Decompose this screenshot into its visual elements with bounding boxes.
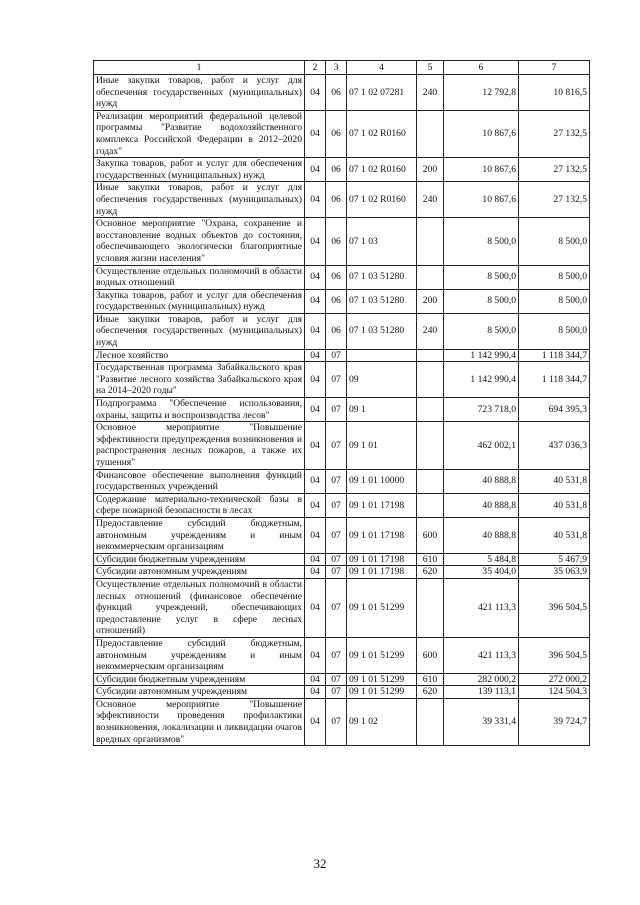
amount-year1-cell: 10 867,6 <box>444 182 519 218</box>
row-name-cell: Закупка товаров, работ и услуг для обеспечения государственных (муниципальных) нужд <box>94 289 305 313</box>
section-code-cell: 04 <box>305 517 326 553</box>
amount-year2-cell: 8 500,0 <box>519 289 590 313</box>
subsection-code-cell: 07 <box>326 493 347 517</box>
row-name-cell: Финансовое обеспечение выполнения функций государственных учреждений <box>94 469 305 493</box>
target-article-cell: 07 1 03 51280 <box>347 265 417 289</box>
column-header: 1 <box>94 61 305 75</box>
row-name-cell: Иные закупки товаров, работ и услуг для обеспечения государственных (муниципальных) нужд <box>94 75 305 111</box>
amount-year1-cell: 10 867,6 <box>444 158 519 182</box>
table-row <box>94 158 590 182</box>
amount-year1-cell: 12 792,8 <box>444 75 519 111</box>
expense-type-cell: 240 <box>417 182 444 218</box>
target-article-cell: 09 1 01 51299 <box>347 686 417 699</box>
amount-year2-cell: 396 504,5 <box>519 637 590 673</box>
table-row <box>94 686 590 699</box>
amount-year1-cell: 35 404,0 <box>444 566 519 579</box>
target-article-cell: 09 1 01 51299 <box>347 673 417 686</box>
table-row <box>94 313 590 349</box>
section-code-cell: 04 <box>305 362 326 398</box>
table-row <box>94 469 590 493</box>
target-article-cell: 09 1 02 <box>347 698 417 745</box>
table-row <box>94 398 590 422</box>
amount-year1-cell: 40 888,8 <box>444 493 519 517</box>
amount-year1-cell: 40 888,8 <box>444 517 519 553</box>
amount-year2-cell: 1 118 344,7 <box>519 362 590 398</box>
subsection-code-cell: 07 <box>326 469 347 493</box>
subsection-code-cell: 07 <box>326 422 347 469</box>
table-row <box>94 218 590 265</box>
section-code-cell: 04 <box>305 493 326 517</box>
target-article-cell: 07 1 02 R0160 <box>347 110 417 157</box>
amount-year2-cell: 40 531,8 <box>519 493 590 517</box>
subsection-code-cell: 07 <box>326 673 347 686</box>
row-name-cell: Субсидии бюджетным учреждениям <box>94 553 305 566</box>
row-name-cell: Лесное хозяйство <box>94 349 305 362</box>
expense-type-cell: 610 <box>417 673 444 686</box>
target-article-cell: 07 1 02 R0160 <box>347 158 417 182</box>
amount-year2-cell: 35 063,9 <box>519 566 590 579</box>
expense-type-cell: 200 <box>417 289 444 313</box>
subsection-code-cell: 06 <box>326 289 347 313</box>
row-name-cell: Государственная программа Забайкальского края "Развитие лесного хозяйства Забайкальского края на 2014–2020 годы" <box>94 362 305 398</box>
column-header: 4 <box>347 61 417 75</box>
amount-year1-cell: 139 113,1 <box>444 686 519 699</box>
target-article-cell: 09 1 01 <box>347 422 417 469</box>
amount-year1-cell: 723 718,0 <box>444 398 519 422</box>
row-name-cell: Предоставление субсидий бюджетным, автономным учреждениям и иным некоммерческим организациям <box>94 637 305 673</box>
table-header-row <box>94 61 590 75</box>
row-name-cell: Основное мероприятие "Повышение эффективности предупреждения возникновения и распространения лесных пожаров, а также их тушения" <box>94 422 305 469</box>
section-code-cell: 04 <box>305 398 326 422</box>
target-article-cell: 09 1 01 17198 <box>347 553 417 566</box>
table-body <box>94 75 590 746</box>
table-row <box>94 75 590 111</box>
amount-year2-cell: 27 132,5 <box>519 182 590 218</box>
section-code-cell: 04 <box>305 75 326 111</box>
amount-year2-cell: 40 531,8 <box>519 469 590 493</box>
amount-year1-cell: 1 142 990,4 <box>444 349 519 362</box>
row-name-cell: Субсидии бюджетным учреждениям <box>94 673 305 686</box>
table-row <box>94 289 590 313</box>
row-name-cell: Субсидии автономным учреждениям <box>94 686 305 699</box>
expense-type-cell: 620 <box>417 566 444 579</box>
expense-type-cell: 240 <box>417 313 444 349</box>
section-code-cell: 04 <box>305 698 326 745</box>
table-row <box>94 517 590 553</box>
table-row <box>94 553 590 566</box>
column-header: 6 <box>444 61 519 75</box>
subsection-code-cell: 07 <box>326 362 347 398</box>
row-name-cell: Закупка товаров, работ и услуг для обеспечения государственных (муниципальных) нужд <box>94 158 305 182</box>
subsection-code-cell: 07 <box>326 698 347 745</box>
table-row <box>94 578 590 637</box>
section-code-cell: 04 <box>305 469 326 493</box>
subsection-code-cell: 06 <box>326 158 347 182</box>
section-code-cell: 04 <box>305 313 326 349</box>
section-code-cell: 04 <box>305 182 326 218</box>
column-header: 2 <box>305 61 326 75</box>
amount-year1-cell: 462 002,1 <box>444 422 519 469</box>
amount-year1-cell: 40 888,8 <box>444 469 519 493</box>
row-name-cell: Реализация мероприятий федеральной целевой программы "Развитие водохозяйственного комплекса Российской Федерации в 2012–2020 годах" <box>94 110 305 157</box>
amount-year1-cell: 8 500,0 <box>444 289 519 313</box>
target-article-cell: 07 1 03 51280 <box>347 313 417 349</box>
amount-year2-cell: 694 395,3 <box>519 398 590 422</box>
target-article-cell: 09 1 01 17198 <box>347 517 417 553</box>
expense-type-cell <box>417 349 444 362</box>
amount-year1-cell: 421 113,3 <box>444 578 519 637</box>
expense-type-cell: 610 <box>417 553 444 566</box>
section-code-cell: 04 <box>305 637 326 673</box>
budget-table <box>93 60 590 746</box>
table-row <box>94 349 590 362</box>
subsection-code-cell: 06 <box>326 218 347 265</box>
subsection-code-cell: 07 <box>326 553 347 566</box>
section-code-cell: 04 <box>305 110 326 157</box>
section-code-cell: 04 <box>305 422 326 469</box>
subsection-code-cell: 06 <box>326 182 347 218</box>
expense-type-cell: 600 <box>417 517 444 553</box>
target-article-cell: 09 1 01 17198 <box>347 566 417 579</box>
amount-year2-cell: 5 467,9 <box>519 553 590 566</box>
table-row <box>94 698 590 745</box>
amount-year2-cell: 8 500,0 <box>519 313 590 349</box>
target-article-cell: 09 1 01 17198 <box>347 493 417 517</box>
table-row <box>94 422 590 469</box>
subsection-code-cell: 07 <box>326 686 347 699</box>
target-article-cell: 07 1 03 <box>347 218 417 265</box>
column-header: 7 <box>519 61 590 75</box>
subsection-code-cell: 06 <box>326 313 347 349</box>
amount-year1-cell: 8 500,0 <box>444 313 519 349</box>
table-row <box>94 673 590 686</box>
amount-year2-cell: 27 132,5 <box>519 110 590 157</box>
target-article-cell: 09 1 01 10000 <box>347 469 417 493</box>
subsection-code-cell: 06 <box>326 110 347 157</box>
row-name-cell: Осуществление отдельных полномочий в области лесных отношений (финансовое обеспечение функций учреждений, обеспечивающих предоставление услуг в сфере лесных отношений) <box>94 578 305 637</box>
expense-type-cell <box>417 218 444 265</box>
table-row <box>94 362 590 398</box>
expense-type-cell: 240 <box>417 75 444 111</box>
section-code-cell: 04 <box>305 578 326 637</box>
section-code-cell: 04 <box>305 218 326 265</box>
expense-type-cell: 620 <box>417 686 444 699</box>
amount-year2-cell: 1 118 344,7 <box>519 349 590 362</box>
target-article-cell: 09 1 01 51299 <box>347 637 417 673</box>
amount-year1-cell: 39 331,4 <box>444 698 519 745</box>
subsection-code-cell: 07 <box>326 566 347 579</box>
amount-year2-cell: 396 504,5 <box>519 578 590 637</box>
table-row <box>94 182 590 218</box>
amount-year2-cell: 124 504,3 <box>519 686 590 699</box>
expense-type-cell <box>417 110 444 157</box>
amount-year1-cell: 421 113,3 <box>444 637 519 673</box>
table-row <box>94 265 590 289</box>
amount-year2-cell: 8 500,0 <box>519 218 590 265</box>
row-name-cell: Предоставление субсидий бюджетным, автономным учреждениям и иным некоммерческим организациям <box>94 517 305 553</box>
table-row <box>94 566 590 579</box>
row-name-cell: Иные закупки товаров, работ и услуг для обеспечения государственных (муниципальных) нужд <box>94 182 305 218</box>
amount-year2-cell: 437 036,3 <box>519 422 590 469</box>
section-code-cell: 04 <box>305 265 326 289</box>
row-name-cell: Подпрограмма "Обеспечение использования, охраны, защиты и воспроизводства лесов" <box>94 398 305 422</box>
subsection-code-cell: 07 <box>326 398 347 422</box>
amount-year1-cell: 10 867,6 <box>444 110 519 157</box>
section-code-cell: 04 <box>305 158 326 182</box>
amount-year1-cell: 1 142 990,4 <box>444 362 519 398</box>
target-article-cell: 07 1 03 51280 <box>347 289 417 313</box>
amount-year1-cell: 282 000,2 <box>444 673 519 686</box>
expense-type-cell: 600 <box>417 637 444 673</box>
expense-type-cell <box>417 469 444 493</box>
target-article-cell: 09 1 01 51299 <box>347 578 417 637</box>
row-name-cell: Основное мероприятие "Повышение эффективности проведения профилактики возникновения, локализации и ликвидации очагов вредных организмов" <box>94 698 305 745</box>
row-name-cell: Иные закупки товаров, работ и услуг для обеспечения государственных (муниципальных) нужд <box>94 313 305 349</box>
amount-year1-cell: 5 484,8 <box>444 553 519 566</box>
row-name-cell: Основное мероприятие "Охрана, сохранение и восстановление водных объектов до состояния, обеспечивающего экологически благоприятные условия жизни населения" <box>94 218 305 265</box>
subsection-code-cell: 07 <box>326 349 347 362</box>
amount-year2-cell: 27 132,5 <box>519 158 590 182</box>
amount-year1-cell: 8 500,0 <box>444 265 519 289</box>
expense-type-cell <box>417 398 444 422</box>
amount-year2-cell: 8 500,0 <box>519 265 590 289</box>
section-code-cell: 04 <box>305 686 326 699</box>
table-row <box>94 493 590 517</box>
expense-type-cell <box>417 578 444 637</box>
target-article-cell: 07 1 02 R0160 <box>347 182 417 218</box>
subsection-code-cell: 06 <box>326 75 347 111</box>
expense-type-cell <box>417 422 444 469</box>
amount-year2-cell: 39 724,7 <box>519 698 590 745</box>
amount-year2-cell: 10 816,5 <box>519 75 590 111</box>
row-name-cell: Содержание материально-технической базы в сфере пожарной безопасности в лесах <box>94 493 305 517</box>
expense-type-cell <box>417 362 444 398</box>
amount-year2-cell: 272 000,2 <box>519 673 590 686</box>
section-code-cell: 04 <box>305 566 326 579</box>
table-row <box>94 110 590 157</box>
amount-year1-cell: 8 500,0 <box>444 218 519 265</box>
subsection-code-cell: 07 <box>326 578 347 637</box>
target-article-cell: 09 1 <box>347 398 417 422</box>
section-code-cell: 04 <box>305 673 326 686</box>
table-row <box>94 637 590 673</box>
section-code-cell: 04 <box>305 553 326 566</box>
target-article-cell <box>347 349 417 362</box>
expense-type-cell <box>417 493 444 517</box>
column-header: 5 <box>417 61 444 75</box>
subsection-code-cell: 06 <box>326 265 347 289</box>
amount-year2-cell: 40 531,8 <box>519 517 590 553</box>
subsection-code-cell: 07 <box>326 637 347 673</box>
section-code-cell: 04 <box>305 289 326 313</box>
target-article-cell: 09 <box>347 362 417 398</box>
expense-type-cell <box>417 698 444 745</box>
expense-type-cell: 200 <box>417 158 444 182</box>
row-name-cell: Осуществление отдельных полномочий в области водных отношений <box>94 265 305 289</box>
section-code-cell: 04 <box>305 349 326 362</box>
column-header: 3 <box>326 61 347 75</box>
target-article-cell: 07 1 02 07281 <box>347 75 417 111</box>
subsection-code-cell: 07 <box>326 517 347 553</box>
expense-type-cell <box>417 265 444 289</box>
page-number: 32 <box>313 856 327 871</box>
row-name-cell: Субсидии автономным учреждениям <box>94 566 305 579</box>
